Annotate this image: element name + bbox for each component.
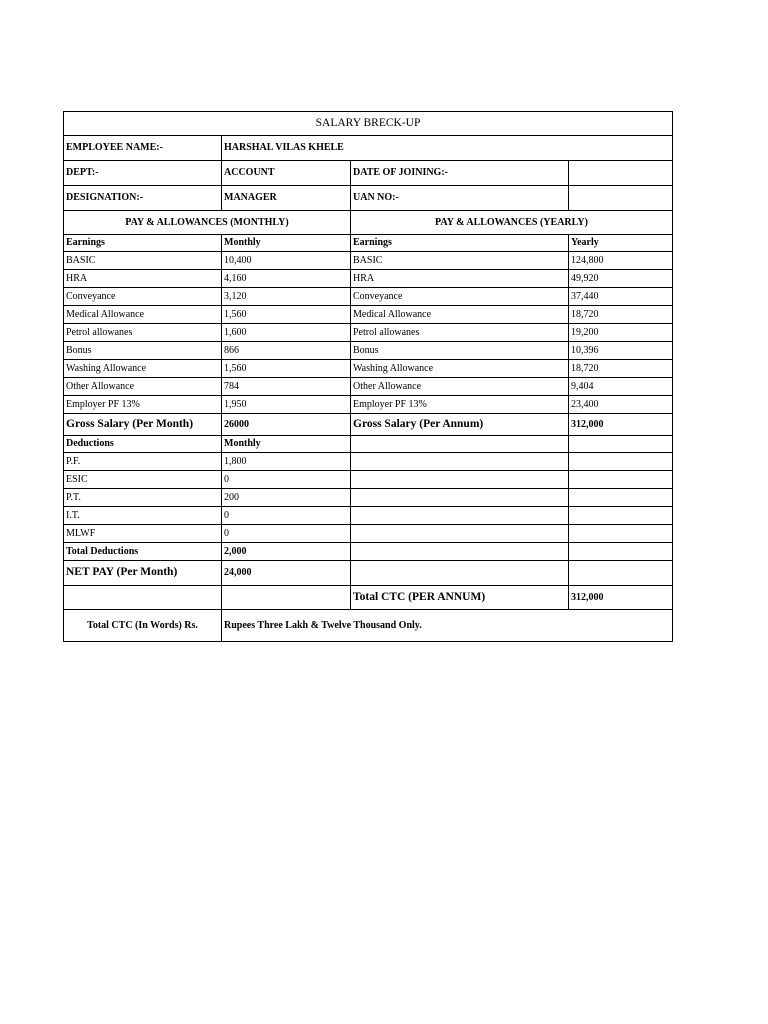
deduction-value: 0 (222, 471, 351, 489)
gross-monthly-label: Gross Salary (Per Month) (64, 414, 222, 436)
earning-yearly: 49,920 (569, 270, 673, 288)
table-row (64, 270, 673, 288)
earning-name: Employer PF 13% (64, 396, 222, 414)
earning-name-yearly: BASIC (351, 252, 569, 270)
earning-yearly: 124,800 (569, 252, 673, 270)
earning-name: HRA (64, 270, 222, 288)
section-header-row (64, 211, 673, 235)
table-row (64, 471, 673, 489)
table-row (64, 378, 673, 396)
earning-monthly: 3,120 (222, 288, 351, 306)
gross-monthly-value: 26000 (222, 414, 351, 436)
earning-name-yearly: Other Allowance (351, 378, 569, 396)
table-row (64, 489, 673, 507)
earning-name-yearly: Washing Allowance (351, 360, 569, 378)
earning-yearly: 19,200 (569, 324, 673, 342)
total-ctc-row (64, 586, 673, 610)
earning-monthly: 784 (222, 378, 351, 396)
earning-monthly: 4,160 (222, 270, 351, 288)
designation-value: MANAGER (222, 186, 351, 211)
employee-name-label: EMPLOYEE NAME:- (64, 136, 222, 161)
earning-name: Medical Allowance (64, 306, 222, 324)
earning-name: Bonus (64, 342, 222, 360)
deductions-header-row (64, 436, 673, 453)
deduction-name: I.T. (64, 507, 222, 525)
designation-row (64, 186, 673, 211)
deductions-monthly-header: Monthly (222, 436, 351, 453)
earning-yearly: 10,396 (569, 342, 673, 360)
deduction-value: 0 (222, 507, 351, 525)
earning-name-yearly: Bonus (351, 342, 569, 360)
salary-table (63, 111, 673, 642)
earning-name-yearly: Petrol allowanes (351, 324, 569, 342)
net-pay-row (64, 561, 673, 586)
dept-value: ACCOUNT (222, 161, 351, 186)
uan-label: UAN NO:- (351, 186, 569, 211)
earning-monthly: 866 (222, 342, 351, 360)
employee-name-value: HARSHAL VILAS KHELE (222, 136, 673, 161)
earning-name: BASIC (64, 252, 222, 270)
earning-name-yearly: Medical Allowance (351, 306, 569, 324)
deduction-name: MLWF (64, 525, 222, 543)
monthly-header: Monthly (222, 235, 351, 252)
table-row (64, 252, 673, 270)
earning-monthly: 1,950 (222, 396, 351, 414)
table-row (64, 342, 673, 360)
ctc-words-value: Rupees Three Lakh & Twelve Thousand Only. (222, 610, 673, 642)
employee-name-row (64, 136, 673, 161)
gross-yearly-value: 312,000 (569, 414, 673, 436)
earning-monthly: 1,560 (222, 306, 351, 324)
deduction-name: ESIC (64, 471, 222, 489)
designation-label: DESIGNATION:- (64, 186, 222, 211)
total-deductions-label: Total Deductions (64, 543, 222, 561)
sheet-title: SALARY BRECK-UP (64, 112, 673, 136)
doj-value (569, 161, 673, 186)
earnings-header: Earnings (64, 235, 222, 252)
total-ctc-value: 312,000 (569, 586, 673, 610)
gross-salary-row (64, 414, 673, 436)
table-row (64, 288, 673, 306)
table-row (64, 396, 673, 414)
earning-monthly: 1,560 (222, 360, 351, 378)
uan-value (569, 186, 673, 211)
table-row (64, 507, 673, 525)
table-row (64, 324, 673, 342)
earnings-header-yearly: Earnings (351, 235, 569, 252)
net-pay-label: NET PAY (Per Month) (64, 561, 222, 586)
deduction-name: P.F. (64, 453, 222, 471)
earning-yearly: 18,720 (569, 306, 673, 324)
deduction-value: 200 (222, 489, 351, 507)
gross-yearly-label: Gross Salary (Per Annum) (351, 414, 569, 436)
earning-monthly: 10,400 (222, 252, 351, 270)
table-row (64, 306, 673, 324)
table-row (64, 525, 673, 543)
earning-name: Other Allowance (64, 378, 222, 396)
total-deductions-row (64, 543, 673, 561)
ctc-words-label: Total CTC (In Words) Rs. (64, 610, 222, 642)
net-pay-value: 24,000 (222, 561, 351, 586)
dept-label: DEPT:- (64, 161, 222, 186)
earning-name-yearly: HRA (351, 270, 569, 288)
earning-yearly: 9,404 (569, 378, 673, 396)
earning-name: Washing Allowance (64, 360, 222, 378)
ctc-words-row (64, 610, 673, 642)
total-deductions-value: 2,000 (222, 543, 351, 561)
table-row (64, 453, 673, 471)
earning-monthly: 1,600 (222, 324, 351, 342)
deduction-value: 1,800 (222, 453, 351, 471)
earning-name-yearly: Conveyance (351, 288, 569, 306)
yearly-section-header: PAY & ALLOWANCES (YEARLY) (351, 211, 673, 235)
earning-yearly: 23,400 (569, 396, 673, 414)
table-row (64, 360, 673, 378)
earning-yearly: 37,440 (569, 288, 673, 306)
yearly-header: Yearly (569, 235, 673, 252)
earning-name: Conveyance (64, 288, 222, 306)
monthly-section-header: PAY & ALLOWANCES (MONTHLY) (64, 211, 351, 235)
earning-name-yearly: Employer PF 13% (351, 396, 569, 414)
earnings-header-row (64, 235, 673, 252)
doj-label: DATE OF JOINING:- (351, 161, 569, 186)
deduction-value: 0 (222, 525, 351, 543)
earning-name: Petrol allowanes (64, 324, 222, 342)
deductions-header: Deductions (64, 436, 222, 453)
title-row (64, 112, 673, 136)
dept-row (64, 161, 673, 186)
total-ctc-label: Total CTC (PER ANNUM) (351, 586, 569, 610)
deduction-name: P.T. (64, 489, 222, 507)
earning-yearly: 18,720 (569, 360, 673, 378)
